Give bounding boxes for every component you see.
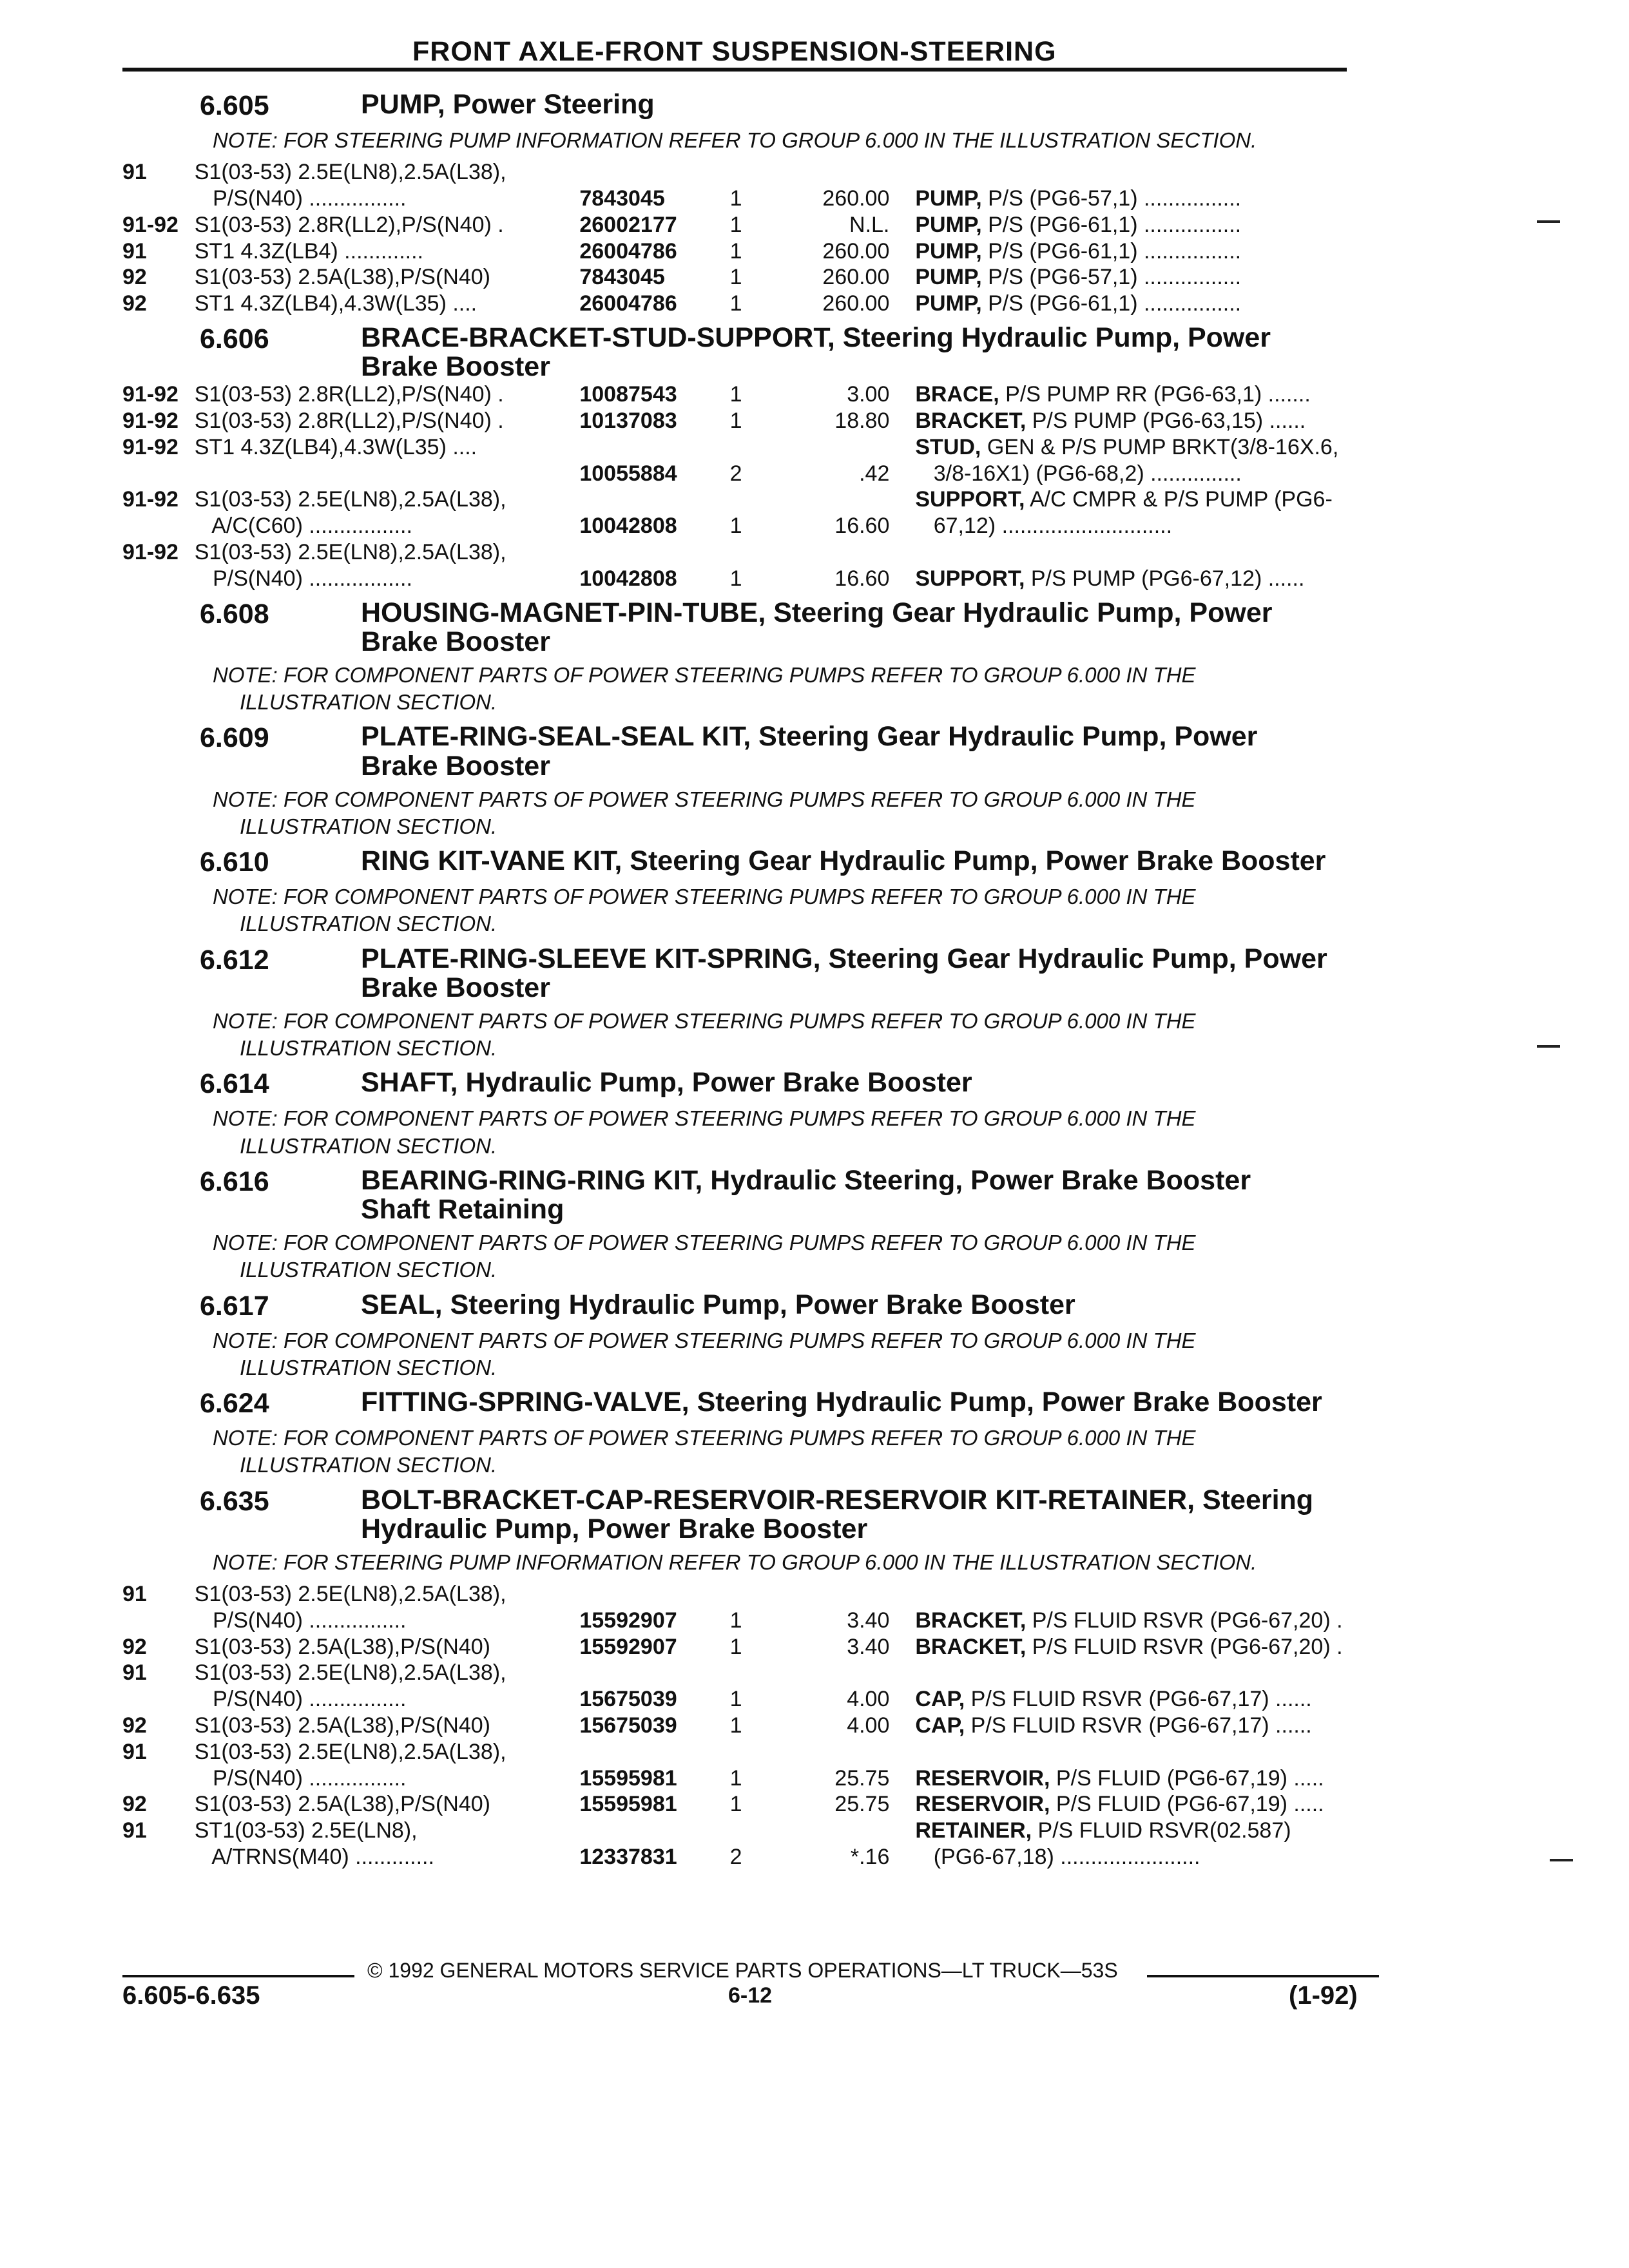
- part-description-name: STUD,: [915, 434, 981, 459]
- part-row: [122, 1791, 1366, 1818]
- section-title-description: Steering Hydraulic Pump, Power Brake Booster: [361, 1484, 1314, 1544]
- part-number: 26004786: [579, 238, 677, 264]
- section-heading: [200, 323, 1366, 381]
- part-number: 15595981: [579, 1792, 677, 1817]
- part-number: 15592907: [579, 1608, 677, 1633]
- model-year: 92: [122, 1634, 147, 1659]
- price: 16.60: [834, 566, 890, 591]
- section-heading: [200, 945, 1366, 1003]
- section-number: 6.608: [200, 598, 269, 629]
- model-year: 91: [122, 1818, 147, 1843]
- note-line: NOTE: FOR COMPONENT PARTS OF POWER STEERING PUMPS REFER TO GROUP 6.000 IN THE: [213, 1008, 1196, 1033]
- section-title: [361, 1166, 1327, 1224]
- part-row: [122, 381, 1366, 408]
- section-title: [361, 90, 1327, 119]
- part-number: 7843045: [579, 265, 665, 290]
- part-description-name: CAP,: [915, 1687, 965, 1712]
- section-number: 6.624: [200, 1388, 269, 1419]
- section-heading: [200, 722, 1366, 780]
- application: [195, 1791, 580, 1818]
- section-title-description: Steering Hydraulic Pump, Power Brake Booster: [450, 1289, 1075, 1320]
- part-description-detail: P/S FLUID RSVR (PG6-67,17) ......: [965, 1713, 1312, 1738]
- section-title-description: Steering Gear Hydraulic Pump, Power Brake Booster: [361, 943, 1327, 1003]
- model-year: 91-92: [122, 212, 178, 237]
- part-description-detail: A/C CMPR & P/S PUMP (PG6- 67,12) ............................: [933, 487, 1333, 539]
- section-heading: [200, 847, 1366, 878]
- application: [195, 539, 580, 592]
- section-heading: [200, 90, 1366, 122]
- part-row: [122, 291, 1366, 317]
- footer-edition: (1-92): [1289, 1981, 1358, 2010]
- section-number: 6.616: [200, 1166, 269, 1197]
- application-line: P/S(N40) ................: [194, 1608, 407, 1633]
- part-description: [915, 291, 1366, 317]
- catalog-section: [122, 1486, 1366, 1870]
- quantity: 1: [729, 382, 742, 407]
- price: *.16: [850, 1845, 890, 1870]
- quantity: 1: [729, 265, 742, 290]
- part-description-name: PUMP,: [915, 186, 982, 211]
- price: 3.40: [847, 1634, 890, 1659]
- model-year: 91: [122, 1660, 147, 1686]
- part-row: [122, 1581, 1366, 1634]
- application: [195, 159, 580, 212]
- header-rule: [122, 68, 1347, 72]
- application-line: ST1 4.3Z(LB4),4.3W(L35) ....: [194, 434, 477, 459]
- section-heading: [200, 1486, 1366, 1544]
- margin-mark: [1550, 1859, 1573, 1861]
- application-line: S1(03-53) 2.5E(LN8),2.5A(L38),: [194, 540, 506, 565]
- quantity: 2: [729, 461, 742, 486]
- part-description: [915, 434, 1366, 487]
- part-number: 10055884: [579, 461, 677, 486]
- price: 25.75: [834, 1792, 890, 1817]
- section-title-description: Steering Hydraulic Pump, Power Brake Booster: [361, 322, 1271, 383]
- part-description-name: RESERVOIR,: [915, 1792, 1050, 1817]
- application-line: P/S(N40) .................: [194, 566, 412, 591]
- section-title-description: Steering Gear Hydraulic Pump, Power Brake Booster: [361, 597, 1273, 657]
- catalog-section: [122, 323, 1366, 592]
- application-line: S1(03-53) 2.5A(L38),P/S(N40): [194, 1713, 490, 1738]
- price: .42: [859, 461, 890, 486]
- note-line: NOTE: FOR COMPONENT PARTS OF POWER STEERING PUMPS REFER TO GROUP 6.000 IN THE: [213, 662, 1196, 687]
- part-number: 15595981: [579, 1765, 677, 1791]
- section-title-parts: PLATE-RING-SEAL-SEAL KIT,: [361, 721, 751, 753]
- part-description-name: PUMP,: [915, 238, 982, 264]
- part-description-detail: P/S PUMP (PG6-63,15) ......: [1026, 408, 1306, 434]
- part-description-name: PUMP,: [915, 291, 982, 316]
- model-year: 91-92: [122, 408, 178, 434]
- section-note: [213, 1229, 1366, 1283]
- quantity: 1: [729, 1765, 742, 1791]
- application: [195, 1713, 580, 1739]
- section-title-description: Steering Gear Hydraulic Pump, Power Brake Booster: [361, 721, 1258, 782]
- section-number: 6.614: [200, 1068, 269, 1100]
- part-description-detail: P/S FLUID RSVR (PG6-67,20) .: [1026, 1634, 1343, 1659]
- part-description: [915, 264, 1366, 291]
- section-title-parts: PUMP,: [361, 89, 445, 120]
- section-title-parts: HOUSING-MAGNET-PIN-TUBE,: [361, 597, 766, 628]
- section-number: 6.617: [200, 1290, 269, 1321]
- model-year: 91-92: [122, 540, 178, 565]
- application-line: S1(03-53) 2.5A(L38),P/S(N40): [194, 1634, 490, 1659]
- section-note: [213, 1105, 1366, 1159]
- section-heading: [200, 1291, 1366, 1322]
- section-number: 6.635: [200, 1485, 269, 1517]
- part-description: [915, 212, 1366, 238]
- section-title: [361, 722, 1327, 780]
- section-title: [361, 1291, 1327, 1320]
- application-line: P/S(N40) ................: [194, 1687, 407, 1712]
- section-note: [213, 127, 1366, 154]
- part-description-detail: P/S PUMP RR (PG6-63,1) .......: [999, 382, 1311, 407]
- part-number: 15675039: [579, 1713, 677, 1738]
- model-year: 92: [122, 1713, 147, 1738]
- section-heading: [200, 1068, 1366, 1100]
- note-line: NOTE: FOR COMPONENT PARTS OF POWER STEERING PUMPS REFER TO GROUP 6.000 IN THE: [213, 787, 1196, 811]
- part-description-detail: P/S (PG6-61,1) ................: [981, 291, 1242, 316]
- section-title-parts: BOLT-BRACKET-CAP-RESERVOIR-RESERVOIR KIT-RETAINER,: [361, 1484, 1195, 1515]
- part-description: [915, 486, 1366, 539]
- model-year: 91: [122, 238, 147, 264]
- model-year: 91: [122, 160, 147, 185]
- model-year: 91: [122, 1739, 147, 1764]
- price: 4.00: [847, 1713, 890, 1738]
- part-description-name: RETAINER,: [915, 1818, 1032, 1843]
- quantity: 1: [729, 1634, 742, 1659]
- section-heading: [200, 1166, 1366, 1224]
- section-title: [361, 1388, 1327, 1417]
- footer-rule: [1147, 1975, 1379, 1977]
- section-number: 6.610: [200, 847, 269, 878]
- section-title: [361, 1068, 1327, 1097]
- part-number: 10042808: [579, 514, 677, 539]
- part-row: [122, 486, 1366, 539]
- application-line: ST1 4.3Z(LB4) .............: [194, 238, 423, 264]
- part-description-detail: P/S (PG6-61,1) ................: [981, 212, 1242, 237]
- part-description: [915, 408, 1366, 434]
- part-description-detail: GEN & P/S PUMP BRKT(3/8-16X.6, 3/8-16X1) (PG6-68,2) ...............: [933, 434, 1339, 486]
- part-description-detail: P/S (PG6-57,1) ................: [981, 265, 1242, 290]
- part-number: 26004786: [579, 291, 677, 316]
- note-line: ILLUSTRATION SECTION.: [240, 1355, 497, 1379]
- part-description-name: BRACKET,: [915, 1634, 1027, 1659]
- application-line: S1(03-53) 2.5E(LN8),2.5A(L38),: [194, 1739, 506, 1764]
- section-note: [213, 1549, 1366, 1576]
- application: [195, 238, 580, 265]
- quantity: 1: [729, 1792, 742, 1817]
- part-description-name: BRACKET,: [915, 408, 1027, 434]
- model-year: 92: [122, 291, 147, 316]
- application: [195, 1818, 580, 1870]
- section-title: [361, 847, 1327, 876]
- section-title-parts: SHAFT,: [361, 1067, 458, 1099]
- price: N.L.: [849, 212, 890, 237]
- part-description: [915, 1765, 1366, 1792]
- application-line: S1(03-53) 2.5E(LN8),2.5A(L38),: [194, 487, 506, 512]
- part-description: [915, 1608, 1366, 1634]
- price: 260.00: [822, 186, 890, 211]
- section-number: 6.612: [200, 944, 269, 975]
- part-description-detail: P/S FLUID (PG6-67,19) .....: [1050, 1792, 1324, 1817]
- application-line: P/S(N40) ................: [194, 186, 407, 211]
- section-title-description: Steering Hydraulic Pump, Power Brake Booster: [697, 1387, 1322, 1418]
- section-title-description: Steering Gear Hydraulic Pump, Power Brake Booster: [630, 845, 1326, 877]
- application-line: S1(03-53) 2.8R(LL2),P/S(N40) .: [194, 382, 504, 407]
- catalog-section: [122, 1388, 1366, 1479]
- footer-group-range: 6.605-6.635: [122, 1981, 260, 2010]
- catalog-section: [122, 1166, 1366, 1284]
- part-number: 10042808: [579, 566, 677, 591]
- part-description-name: PUMP,: [915, 212, 982, 237]
- part-description-name: SUPPORT,: [915, 487, 1025, 512]
- part-row: [122, 1634, 1366, 1660]
- application-line: S1(03-53) 2.5A(L38),P/S(N40): [194, 1792, 490, 1817]
- part-number: 15592907: [579, 1634, 677, 1659]
- application: [195, 291, 580, 317]
- application-line: A/C(C60) .................: [194, 514, 412, 539]
- quantity: 1: [729, 1713, 742, 1738]
- part-description: [915, 1713, 1366, 1739]
- part-description-name: BRACKET,: [915, 1608, 1027, 1633]
- part-number: 10137083: [579, 408, 677, 434]
- price: 260.00: [822, 291, 890, 316]
- section-title: [361, 599, 1327, 657]
- quantity: 1: [729, 291, 742, 316]
- catalog-section: [122, 90, 1366, 317]
- application-line: A/TRNS(M40) .............: [194, 1845, 434, 1870]
- footer-copyright: © 1992 GENERAL MOTORS SERVICE PARTS OPERATIONS—LT TRUCK—53S: [367, 1959, 1118, 1982]
- price: 3.40: [847, 1608, 890, 1633]
- quantity: 1: [729, 514, 742, 539]
- note-line: ILLUSTRATION SECTION.: [240, 1453, 497, 1477]
- part-number: 10087543: [579, 382, 677, 407]
- part-description-name: BRACE,: [915, 382, 999, 407]
- section-note: [213, 1008, 1366, 1062]
- part-description: [915, 238, 1366, 265]
- part-description-detail: P/S PUMP (PG6-67,12) ......: [1025, 566, 1305, 591]
- part-row: [122, 1818, 1366, 1870]
- section-title-description: Hydraulic Pump, Power Brake Booster: [465, 1067, 972, 1099]
- part-row: [122, 238, 1366, 265]
- part-description-name: RESERVOIR,: [915, 1765, 1050, 1791]
- price: 4.00: [847, 1687, 890, 1712]
- part-description: [915, 1634, 1366, 1660]
- note-line: NOTE: FOR STEERING PUMP INFORMATION REFER TO GROUP 6.000 IN THE ILLUSTRATION SECTION.: [213, 1550, 1257, 1574]
- page-header-title: FRONT AXLE-FRONT SUSPENSION-STEERING: [412, 36, 1057, 67]
- part-description: [915, 1791, 1366, 1818]
- model-year: 91-92: [122, 434, 178, 459]
- section-note: [213, 883, 1366, 937]
- section-title: [361, 945, 1327, 1003]
- margin-mark: [1537, 220, 1560, 223]
- note-line: ILLUSTRATION SECTION.: [240, 1258, 497, 1282]
- quantity: 1: [729, 1608, 742, 1633]
- quantity: 1: [729, 186, 742, 211]
- price: 18.80: [834, 408, 890, 434]
- application-line: ST1 4.3Z(LB4),4.3W(L35) ....: [194, 291, 477, 316]
- note-line: ILLUSTRATION SECTION.: [240, 814, 497, 838]
- section-title-parts: BRACE-BRACKET-STUD-SUPPORT,: [361, 322, 835, 354]
- part-row: [122, 408, 1366, 434]
- section-title-parts: BEARING-RING-RING KIT,: [361, 1164, 703, 1196]
- footer-rule: [122, 1975, 354, 1977]
- catalog-section: [122, 722, 1366, 840]
- footer-page-number: 6-12: [728, 1983, 773, 2008]
- section-note: [213, 662, 1366, 716]
- quantity: 1: [729, 1687, 742, 1712]
- part-description: [915, 1818, 1366, 1870]
- application: [195, 212, 580, 238]
- part-number: 7843045: [579, 186, 665, 211]
- catalog-section: [122, 1068, 1366, 1159]
- part-description-detail: P/S (PG6-57,1) ................: [981, 186, 1242, 211]
- section-title: [361, 1486, 1327, 1544]
- section-note: [213, 1327, 1366, 1381]
- quantity: 1: [729, 212, 742, 237]
- application: [195, 408, 580, 434]
- margin-mark: [1537, 1045, 1560, 1048]
- application-line: S1(03-53) 2.8R(LL2),P/S(N40) .: [194, 212, 504, 237]
- model-year: 91-92: [122, 487, 178, 512]
- section-title-parts: FITTING-SPRING-VALVE,: [361, 1387, 689, 1418]
- part-description-name: PUMP,: [915, 265, 982, 290]
- section-note: [213, 786, 1366, 840]
- section-title-parts: RING KIT-VANE KIT,: [361, 845, 622, 877]
- note-line: NOTE: FOR STEERING PUMP INFORMATION REFER TO GROUP 6.000 IN THE ILLUSTRATION SECTION.: [213, 128, 1257, 152]
- catalog-section: [122, 847, 1366, 937]
- section-title-parts: SEAL,: [361, 1289, 443, 1320]
- catalog-section: [122, 599, 1366, 716]
- model-year: 91: [122, 1582, 147, 1607]
- part-description-detail: P/S FLUID RSVR (PG6-67,20) .: [1026, 1608, 1343, 1633]
- part-row: [122, 1713, 1366, 1739]
- part-row: [122, 434, 1366, 487]
- application: [195, 434, 580, 487]
- part-row: [122, 159, 1366, 212]
- section-heading: [200, 599, 1366, 657]
- application-line: S1(03-53) 2.8R(LL2),P/S(N40) .: [194, 408, 504, 434]
- part-row: [122, 212, 1366, 238]
- part-description: [915, 1686, 1366, 1713]
- application: [195, 486, 580, 539]
- part-description: [915, 186, 1366, 212]
- part-row: [122, 264, 1366, 291]
- application: [195, 381, 580, 408]
- part-row: [122, 1660, 1366, 1713]
- price: 3.00: [847, 382, 890, 407]
- part-row: [122, 1739, 1366, 1792]
- note-line: NOTE: FOR COMPONENT PARTS OF POWER STEERING PUMPS REFER TO GROUP 6.000 IN THE: [213, 885, 1196, 909]
- note-line: ILLUSTRATION SECTION.: [240, 912, 497, 936]
- part-description-detail: P/S FLUID RSVR (PG6-67,17) ......: [965, 1687, 1312, 1712]
- parts-catalog-content: [122, 90, 1366, 1877]
- part-description-name: SUPPORT,: [915, 566, 1025, 591]
- model-year: 91-92: [122, 382, 178, 407]
- section-title: [361, 323, 1327, 381]
- quantity: 1: [729, 238, 742, 264]
- part-description: [915, 566, 1366, 592]
- application: [195, 1739, 580, 1792]
- price: 16.60: [834, 514, 890, 539]
- application-line: ST1(03-53) 2.5E(LN8),: [194, 1818, 418, 1843]
- application-line: S1(03-53) 2.5E(LN8),2.5A(L38),: [194, 160, 506, 185]
- application-line: S1(03-53) 2.5E(LN8),2.5A(L38),: [194, 1582, 506, 1607]
- catalog-section: [122, 1291, 1366, 1381]
- quantity: 1: [729, 408, 742, 434]
- model-year: 92: [122, 1792, 147, 1817]
- section-title-description: Hydraulic Steering, Power Brake Booster Shaft Retaining: [361, 1164, 1251, 1225]
- part-number: 12337831: [579, 1845, 677, 1870]
- part-description-detail: P/S FLUID RSVR(02.587) (PG6-67,18) .......................: [933, 1818, 1291, 1870]
- price: 260.00: [822, 265, 890, 290]
- section-number: 6.609: [200, 722, 269, 754]
- part-number: 26002177: [579, 212, 677, 237]
- part-description-detail: P/S FLUID (PG6-67,19) .....: [1050, 1765, 1324, 1791]
- quantity: 2: [729, 1845, 742, 1870]
- note-line: ILLUSTRATION SECTION.: [240, 690, 497, 715]
- note-line: NOTE: FOR COMPONENT PARTS OF POWER STEERING PUMPS REFER TO GROUP 6.000 IN THE: [213, 1328, 1196, 1352]
- application-line: P/S(N40) ................: [194, 1765, 407, 1791]
- application-line: S1(03-53) 2.5A(L38),P/S(N40): [194, 265, 490, 290]
- section-title-description: Power Steering: [452, 89, 655, 120]
- part-row: [122, 539, 1366, 592]
- application-line: S1(03-53) 2.5E(LN8),2.5A(L38),: [194, 1660, 506, 1686]
- quantity: 1: [729, 566, 742, 591]
- part-number: 15675039: [579, 1687, 677, 1712]
- section-number: 6.605: [200, 90, 269, 121]
- application: [195, 1660, 580, 1713]
- section-title-parts: PLATE-RING-SLEEVE KIT-SPRING,: [361, 943, 821, 974]
- catalog-section: [122, 945, 1366, 1062]
- note-line: ILLUSTRATION SECTION.: [240, 1133, 497, 1158]
- model-year: 92: [122, 265, 147, 290]
- note-line: NOTE: FOR COMPONENT PARTS OF POWER STEERING PUMPS REFER TO GROUP 6.000 IN THE: [213, 1426, 1196, 1450]
- part-description-name: CAP,: [915, 1713, 965, 1738]
- part-description-detail: P/S (PG6-61,1) ................: [981, 238, 1242, 264]
- part-description: [915, 381, 1366, 408]
- application: [195, 264, 580, 291]
- note-line: ILLUSTRATION SECTION.: [240, 1036, 497, 1061]
- section-heading: [200, 1388, 1366, 1419]
- note-line: NOTE: FOR COMPONENT PARTS OF POWER STEERING PUMPS REFER TO GROUP 6.000 IN THE: [213, 1231, 1196, 1255]
- application: [195, 1634, 580, 1660]
- note-line: NOTE: FOR COMPONENT PARTS OF POWER STEERING PUMPS REFER TO GROUP 6.000 IN THE: [213, 1106, 1196, 1131]
- section-note: [213, 1425, 1366, 1479]
- price: 25.75: [834, 1765, 890, 1791]
- price: 260.00: [822, 238, 890, 264]
- section-number: 6.606: [200, 323, 269, 355]
- application: [195, 1581, 580, 1634]
